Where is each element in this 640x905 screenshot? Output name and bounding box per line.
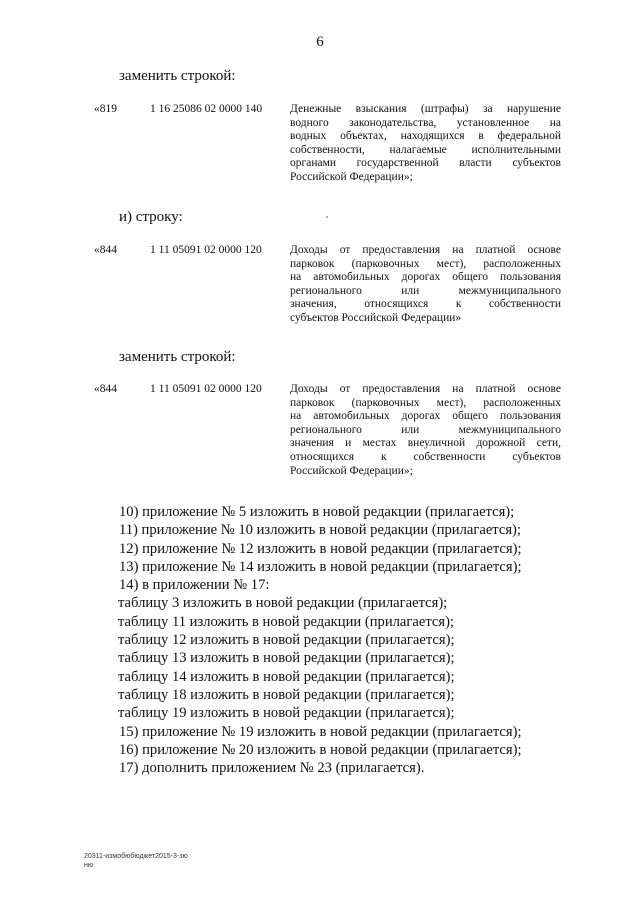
amendment-subitem: таблицу 3 изложить в новой редакции (прилагается); xyxy=(118,595,448,612)
amendment-item: 13) приложение № 14 изложить в новой редакции (прилагается); xyxy=(119,558,522,575)
description-line: собственности, налагаемые исполнительными xyxy=(290,143,561,156)
amendment-item: 10) приложение № 5 изложить в новой редакции (прилагается); xyxy=(119,504,515,520)
amendment-item: 17) дополнить приложением № 23 (прилагается). xyxy=(119,760,425,777)
description-line: органами государственной власти субъектов xyxy=(290,157,561,170)
code-description xyxy=(290,103,561,185)
code-row-prefix: «819 xyxy=(94,103,117,115)
code-row-prefix: «844 xyxy=(94,383,117,395)
amendment-subitem: таблицу 11 изложить в новой редакции (прилагается); xyxy=(118,613,454,630)
footer-initials: ню xyxy=(84,862,94,869)
amendment-item: 14) в приложении № 17: xyxy=(119,577,270,594)
description-line: регионального или межмуниципального xyxy=(290,284,561,297)
footer-file-reference: 20311-измобюбюджет2015-3-зю xyxy=(84,853,188,860)
description-line: Доходы от предоставления на платной основе xyxy=(290,383,561,395)
amendment-item: 16) приложение № 20 изложить в новой редакции (прилагается); xyxy=(119,741,522,758)
and-line-heading: и) строку: xyxy=(119,209,183,225)
code-row-844-old xyxy=(94,244,564,328)
amendments-list xyxy=(119,503,522,777)
amendment-subitem: таблицу 12 изложить в новой редакции (прилагается); xyxy=(118,632,455,649)
description-line: на автомобильных дорогах общего пользования xyxy=(290,410,561,423)
description-line: парковок (парковочных мест), расположенных xyxy=(290,396,561,409)
code-row-819 xyxy=(94,103,564,187)
replace-with-line-heading: заменить строкой: xyxy=(119,349,236,365)
scan-speck xyxy=(326,216,328,218)
description-line: Денежные взыскания (штрафы) за нарушение xyxy=(290,103,561,115)
description-line: парковок (парковочных мест), расположенных xyxy=(290,257,561,270)
amendment-subitem: таблицу 19 изложить в новой редакции (прилагается); xyxy=(118,705,455,722)
budget-classification-code: 1 11 05091 02 0000 120 xyxy=(150,244,262,256)
page-number: 6 xyxy=(316,34,324,50)
replace-with-line-heading: заменить строкой: xyxy=(119,68,236,84)
code-row-prefix: «844 xyxy=(94,244,117,256)
amendment-subitem: таблицу 18 изложить в новой редакции (прилагается); xyxy=(118,686,455,703)
amendment-subitem: таблицу 13 изложить в новой редакции (прилагается); xyxy=(118,650,455,667)
description-line: относящихся к собственности субъектов xyxy=(290,450,561,463)
code-description xyxy=(290,383,561,478)
budget-classification-code: 1 11 05091 02 0000 120 xyxy=(150,383,262,395)
description-line: значения, относящихся к собственности xyxy=(290,298,561,311)
description-line: Российской Федерации»; xyxy=(290,464,413,477)
document-footer xyxy=(84,852,188,870)
amendment-item: 12) приложение № 12 изложить в новой редакции (прилагается); xyxy=(119,540,522,557)
description-line: субъектов Российской Федерации» xyxy=(290,311,462,324)
description-line: на автомобильных дорогах общего пользования xyxy=(290,271,561,284)
description-line: водного законодательства, установленное на xyxy=(290,116,561,129)
description-line: водных объектах, находящихся в федеральной xyxy=(290,130,561,143)
description-line: Российской Федерации»; xyxy=(290,170,413,183)
description-line: регионального или межмуниципального xyxy=(290,423,561,436)
code-description xyxy=(290,244,561,326)
description-line: Доходы от предоставления на платной основе xyxy=(290,244,561,256)
code-row-844-new xyxy=(94,383,564,481)
amendment-item: 15) приложение № 19 изложить в новой редакции (прилагается); xyxy=(119,723,522,740)
budget-classification-code: 1 16 25086 02 0000 140 xyxy=(150,103,263,115)
description-line: значения и местах внеуличной дорожной сети, xyxy=(290,437,561,450)
amendment-item: 11) приложение № 10 изложить в новой редакции (прилагается); xyxy=(119,522,521,539)
amendment-subitem: таблицу 14 изложить в новой редакции (прилагается); xyxy=(118,668,455,685)
